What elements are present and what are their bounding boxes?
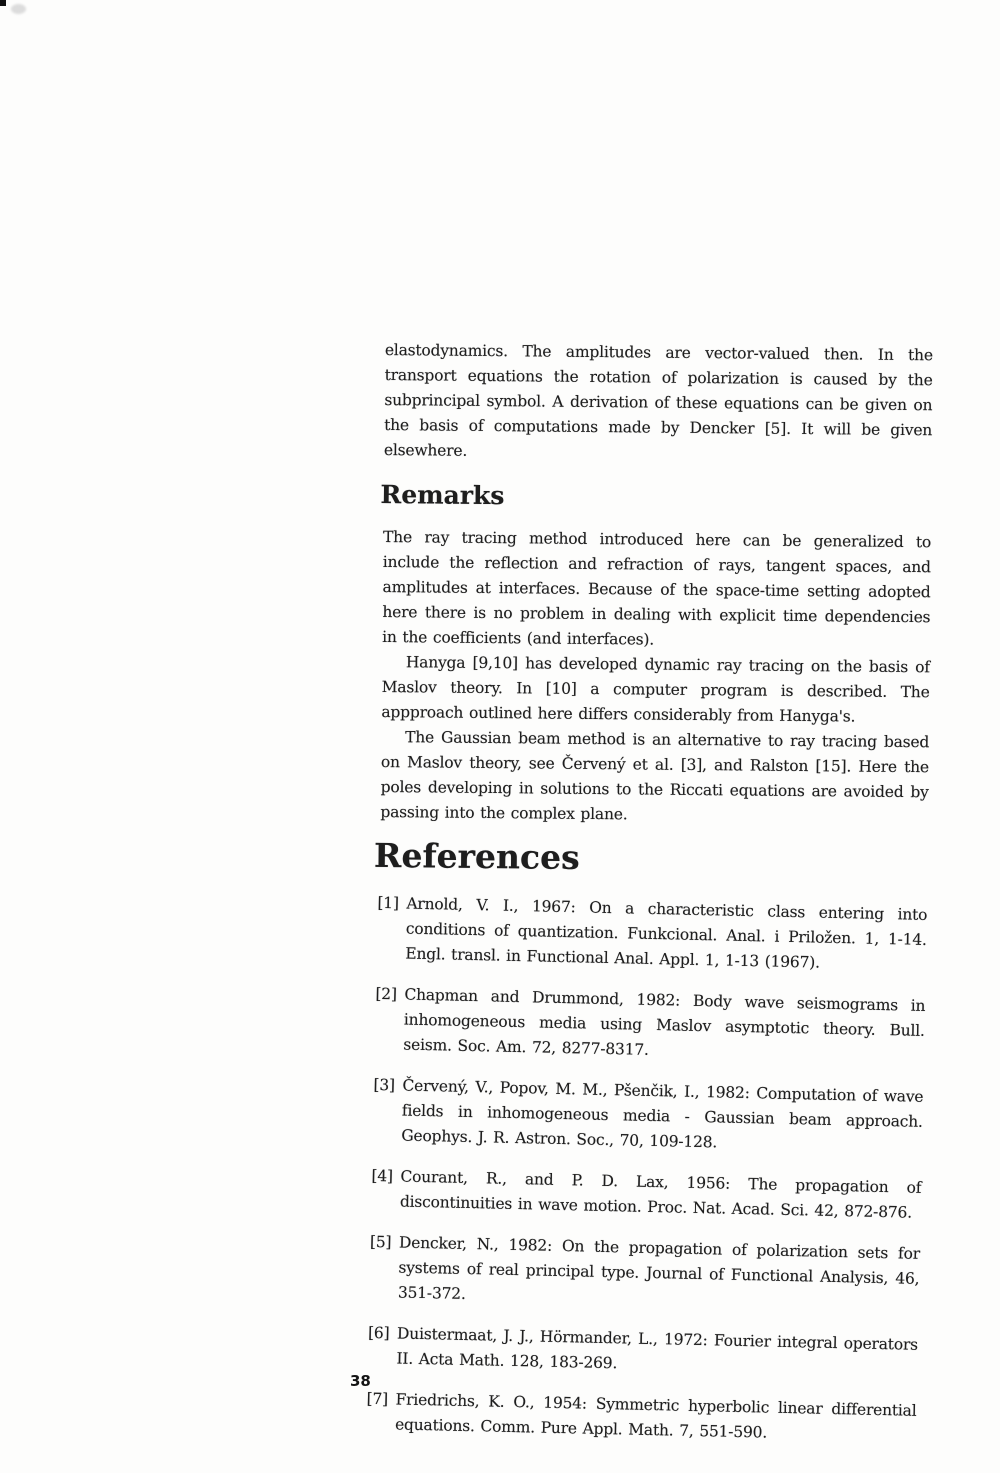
reference-text: Dencker, N., 1982: On the propagation of polarization sets for systems of real principal type. Journal of Functional Analysis, 46, 351-372.	[397, 1233, 921, 1303]
reference-item-5	[371, 1230, 921, 1317]
page-number: 38	[350, 1372, 371, 1390]
remarks-paragraph-1: The ray tracing method introduced here can be generalized to include the reflection and refraction of rays, tangent spaces, and amplitudes at interfaces. Because of the space-time setting adopted here there is no problem in dealing with explicit time dependencies in the coefficients (and interfaces).	[382, 527, 932, 649]
remarks-heading: Remarks	[380, 479, 505, 511]
references-heading: References	[373, 835, 580, 877]
reference-item-2	[376, 982, 926, 1069]
reference-text: Duistermaat, J. J., Hörmander, L., 1972: Fourier integral operators II. Acta Math. 128, 183-269.	[396, 1324, 919, 1373]
reference-label: [2]	[375, 984, 397, 1004]
remarks-paragraph-2: Hanyga [9,10] has developed dynamic ray tracing on the basis of Maslov theory. In [10] a computer program is described. The appproach outlined here differs considerably from Hanyga's.	[381, 653, 930, 726]
reference-label: [5]	[369, 1232, 392, 1252]
scan-artifact-smudge	[11, 4, 26, 14]
lead-paragraph: elastodynamics. The amplitudes are vector-valued then. In the transport equations the rotation of polarization is caused by the subprincipal symbol. A derivation of these equations can be given on the basis of computations made by Dencker [5]. It will be given elsewhere.	[383, 340, 933, 460]
reference-text: Friedrichs, K. O., 1954: Symmetric hyperbolic linear differential equations. Comm. Pure Appl. Math. 7, 551-590.	[394, 1390, 917, 1442]
reference-item-7	[368, 1387, 917, 1449]
reference-label: [3]	[373, 1075, 396, 1095]
reference-text: Courant, R., and P. D. Lax, 1956: The propagation of discontinuities in wave motion. Proc. Nat. Acad. Sci. 42, 872-876.	[399, 1167, 922, 1222]
scan-artifact-dot	[0, 0, 6, 6]
reference-label: [6]	[367, 1323, 390, 1343]
reference-text: Arnold, V. I., 1967: On a characteristic class entering into conditions of quantization. Funkcional. Anal. i Priložen. 1, 1-14. Engl. transl. in Functional Anal. Appl. 1, 1-13 (1967).	[405, 894, 928, 972]
reference-label: [7]	[366, 1389, 389, 1409]
remarks-paragraph-3: The Gaussian beam method is an alternative to ray tracing based on Maslov theory, see Červený et al. [3], and Ralston [15]. Here the poles developing in solutions to the Riccati equations are avoided by passing into the complex plane.	[380, 728, 930, 824]
reference-label: [4]	[371, 1166, 394, 1186]
reference-item-1	[378, 891, 928, 978]
reference-item-4	[373, 1164, 922, 1226]
reference-item-3	[374, 1073, 924, 1160]
reference-list	[368, 891, 928, 1449]
reference-label: [1]	[377, 893, 399, 913]
reference-item-6	[369, 1321, 918, 1383]
reference-text: Chapman and Drummond, 1982: Body wave seismograms in inhomogeneous media using Maslov asymptotic theory. Bull. seism. Soc. Am. 72, 8277-8317.	[403, 985, 926, 1059]
reference-text: Červený, V., Popov, M. M., Pšenčik, I., 1982: Computation of wave fields in inhomogeneous media - Gaussian beam approach. Geophys. J. R. Astron. Soc., 70, 109-128.	[401, 1076, 924, 1152]
page-content	[366, 338, 933, 1458]
